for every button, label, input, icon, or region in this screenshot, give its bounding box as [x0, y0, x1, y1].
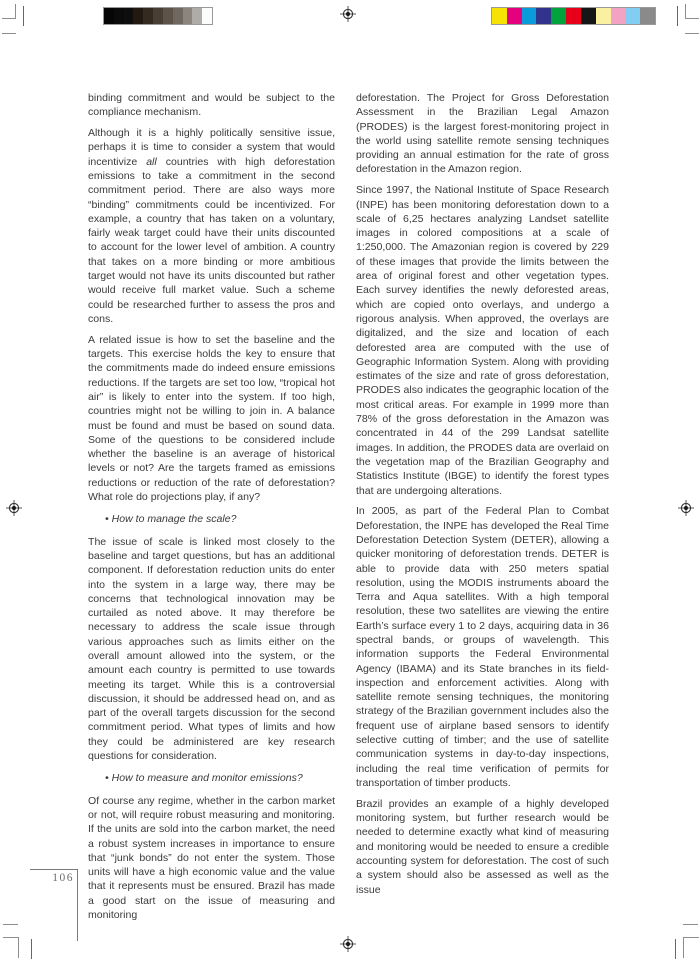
color-swatch [566, 8, 581, 24]
folio-rule-horizontal [30, 869, 78, 870]
folio-rule-vertical [77, 869, 78, 941]
crop-mark [3, 937, 18, 938]
color-swatch [522, 8, 537, 24]
color-swatch [625, 8, 640, 24]
crop-mark [677, 6, 678, 26]
bullet-item [105, 771, 335, 785]
grayscale-swatch [153, 8, 163, 24]
color-swatch [507, 8, 522, 24]
grayscale-swatch [133, 8, 143, 24]
text-segment: Brazil provides an example of a highly developed monitoring system, but further research would be needed to determine exactly what kind of measuring and monitoring would be needed to ensure a credible accounting system for deforestation. The cost of such a system should also be assessed as well as the issue [356, 797, 609, 896]
crop-mark [686, 18, 699, 19]
grayscale-swatch [143, 8, 153, 24]
text-segment: • How to manage the scale? [105, 513, 237, 526]
text-segment: Since 1997, the National Institute of Space Research (INPE) has been monitoring deforestation down to a scale of 6,25 hectares analyzing Landset satellite images in colored compositions at a scale of 1:250,000. The Amazonian region is covered by 229 of these images that provide the limits between the area of original forest and other vegetation types. Each survey identifies the newly deforested areas, which are copied onto overlays, and undergo a rigorous analysis. When approved, the overlays are digitalized, and the size and location of each deforested area are computed with the use of Geographic Information System. Along with providing estimates of the size and rate of gross deforestation, PRODES also indicates the geographic location of the most critical areas. For example in 1999 more than 78% of the gross deforestation in the Amazon was concentrated in 44 of the 299 Landsat satellite images. In addition, the PRODES data are overlaid on the vegetation map of the Brazilian Geography and Statistics Institute (IBGE) to identify the forest types that are undergoing alterations. [356, 184, 609, 497]
text-segment: binding commitment and would be subject to the compliance mechanism. [88, 92, 335, 119]
crop-mark [3, 924, 18, 925]
paragraph [356, 91, 609, 177]
text-segment: The issue of scale is linked most closely to the baseline and target questions, but has an additional component. If deforestation reduction units do enter into the system in a large way, there may be concerns that technological innovation may be curtailed as noted above. It may therefore be necessary to address the scale issue through various approaches such as limits either on the overall amount allowed into the system, or the amount each country is permitted to use towards meeting its target. While this is a controversial discussion, it should be addressed head on, and as part of the overall targets discussion for the second commitment period. What types of limits and how they could be administered are key research questions for consideration. [88, 535, 335, 763]
text-column-right [356, 91, 609, 903]
paragraph [356, 183, 609, 498]
crop-mark [675, 939, 676, 959]
grayscale-calibration-bar [103, 7, 213, 25]
grayscale-swatch [104, 8, 114, 24]
paragraph [356, 504, 609, 790]
page-number: 106 [52, 872, 74, 884]
text-segment: Of course any regime, whether in the carbon market or not, will require robust measuring and monitoring. If the units are sold into the carbon market, the need a robust system increases in importance to ensure that “junk bonds” do not enter the system. Those units will have a high economic value and the value that it represents must be ensured. Brazil has made a good start on the issue of measuring and monitoring [88, 794, 335, 922]
crop-mark [15, 4, 16, 19]
color-swatch [492, 8, 507, 24]
paragraph [88, 794, 335, 923]
text-segment: all [146, 155, 157, 168]
paragraph [88, 126, 335, 326]
color-swatch [611, 8, 626, 24]
registration-mark-icon [340, 936, 356, 952]
text-segment: deforestation. The Project for Gross Deforestation Assessment in the Brazilian Legal Amazon (PRODES) is the largest forest-monitoring project in the world using satellite remote sensing techniques providing an annual estimation for the rate of gross deforestation in the Amazon region. [356, 92, 609, 176]
color-swatch [536, 8, 551, 24]
bullet-item [105, 512, 335, 526]
grayscale-swatch [163, 8, 173, 24]
crop-mark [684, 937, 699, 938]
text-segment: In 2005, as part of the Federal Plan to Combat Deforestation, the INPE has developed the Real Time Deforestation Detection System (DETER), allowing a quicker monitoring of deforestation trends. DETER is able to provide data with 250 meters spatial resolution, using the MODIS instruments aboard the Terra and Aqua satellites. With a high temporal resolution, these two satellites are viewing the entire Earth’s surface every 1 to 2 days, acquiring data in 36 spectral bands, or groups of wavelength. This information supports the Federal Environmental Agency (IBAMA) and its State branches in its field-inspection and enforcement activities. Along with satellite remote sensing techniques, the monitoring strategy of the Brazilian government includes also the frequent use of airplane based sensors to identify selective cutting of timber; and the use of satellite communication systems in day-to-day inspections, including the real time verification of permits for transportation of timber products. [356, 505, 609, 789]
text-segment: • How to measure and monitor emissions? [105, 772, 303, 785]
color-swatch [581, 8, 596, 24]
crop-mark [23, 6, 24, 26]
crop-mark [2, 33, 16, 34]
registration-mark-icon [6, 500, 22, 516]
grayscale-swatch [114, 8, 124, 24]
text-column-left [88, 91, 335, 929]
crop-mark [685, 4, 686, 19]
text-segment: countries with high deforestation emissions to take a commitment in the second commitment period. There are also ways more “binding” commitments could be incentivized. For example, a country that has taken on a voluntary, fairly weak target could have their units discounted to account for the lower level of ambition. A country that takes on a more binding or more ambitious target would not have its units discounted but rather would receive full market value. Such a scheme could be researched further to assess the pros and cons. [88, 155, 335, 325]
crop-mark [2, 18, 15, 19]
grayscale-swatch [183, 8, 193, 24]
registration-mark-icon [340, 6, 356, 22]
registration-mark-icon [678, 500, 694, 516]
grayscale-swatch [202, 8, 212, 24]
text-segment: Although it is a highly politically sensitive issue, perhaps it is time to consider a system that would incentivize [88, 127, 335, 168]
crop-mark [31, 939, 32, 959]
color-swatch [640, 8, 655, 24]
color-calibration-bar [491, 7, 656, 25]
paragraph [88, 333, 335, 505]
color-swatch [596, 8, 611, 24]
paragraph [88, 535, 335, 764]
color-swatch [551, 8, 566, 24]
crop-mark [18, 937, 19, 958]
crop-mark [683, 937, 684, 958]
grayscale-swatch [124, 8, 134, 24]
text-segment: A related issue is how to set the baseline and the targets. This exercise holds the key to ensure that the commitments made do indeed ensure emissions reductions. If the targets are set too low, “tropical hot air” is likely to enter into the system. If too high, countries might not be willing to join in. A balance must be found and must be based on sound data. Some of the questions to be considered include whether the baseline is an average of historical levels or not? Are the targets framed as emissions reductions or reduction of the rate of deforestation? What role do projections play, if any? [88, 333, 335, 504]
paragraph [88, 91, 335, 120]
crop-mark [685, 33, 699, 34]
crop-mark [683, 924, 698, 925]
paragraph [356, 797, 609, 897]
grayscale-swatch [192, 8, 202, 24]
grayscale-swatch [173, 8, 183, 24]
